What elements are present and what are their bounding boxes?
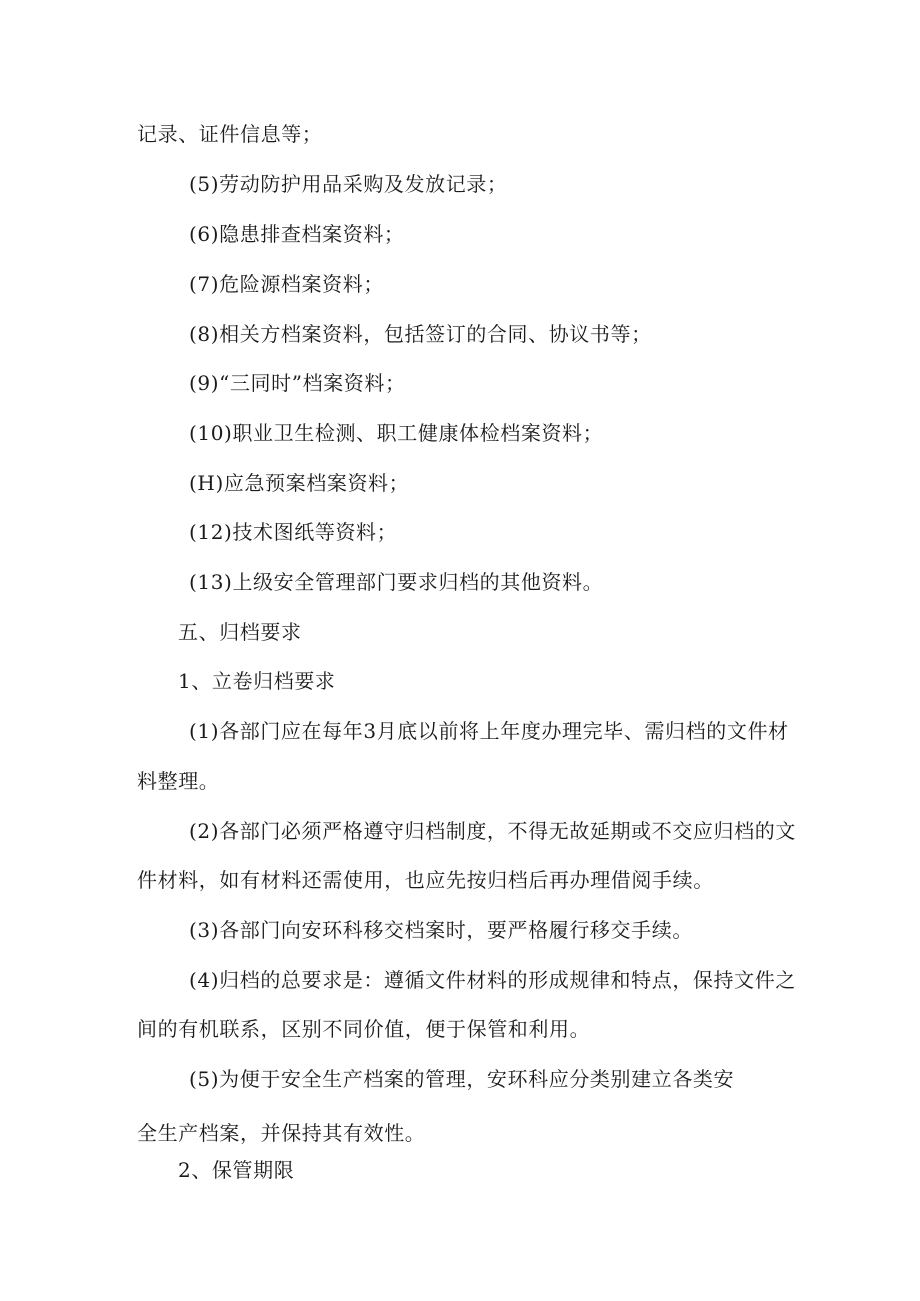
requirement-4-line-2: 间的有机联系，区别不同价值，便于保管和利用。 — [137, 1017, 591, 1041]
list-item-6: (6)隐患排查档案资料； — [189, 222, 405, 246]
requirement-2-line-2: 件材料，如有材料还需使用，也应先按归档后再办理借阅手续。 — [137, 868, 714, 892]
list-item-8: (8)相关方档案资料，包括签订的合同、协议书等； — [189, 322, 652, 346]
requirement-5-line-2: 全生产档案，并保持其有效性。 — [137, 1121, 426, 1145]
list-item-12: (12)技术图纸等资料； — [189, 520, 398, 544]
list-item-10: (10)职业卫生检测、职工健康体检档案资料； — [189, 421, 604, 445]
list-item-13: (13)上级安全管理部门要求归档的其他资料。 — [189, 570, 604, 594]
requirement-5-line-1: (5)为便于安全生产档案的管理，安环科应分类别建立各类安 — [189, 1067, 735, 1091]
requirement-1-line-1: (1)各部门应在每年3月底以前将上年度办理完毕、需归档的文件材 — [189, 719, 789, 743]
list-item-5: (5)劳动防护用品采购及发放记录； — [189, 172, 508, 196]
list-item-7: (7)危险源档案资料； — [189, 272, 384, 296]
requirement-4-line-1: (4)归档的总要求是：遵循文件材料的形成规律和特点，保持文件之 — [189, 968, 796, 992]
subsection-heading-2: 2、保管期限 — [178, 1158, 295, 1182]
section-heading-5: 五、归档要求 — [178, 620, 302, 644]
text-line-continuation: 记录、证件信息等； — [137, 122, 323, 146]
requirement-3: (3)各部门向安环科移交档案时，要严格履行移交手续。 — [189, 918, 693, 942]
list-item-11: (H)应急预案档案资料； — [189, 471, 410, 495]
requirement-1-line-2: 料整理。 — [137, 769, 220, 793]
subsection-heading-1: 1、立卷归档要求 — [178, 669, 336, 693]
list-item-9: (9)“三同时”档案资料； — [189, 371, 406, 395]
requirement-2-line-1: (2)各部门必须严格遵守归档制度，不得无故延期或不交应归档的文 — [189, 819, 796, 843]
